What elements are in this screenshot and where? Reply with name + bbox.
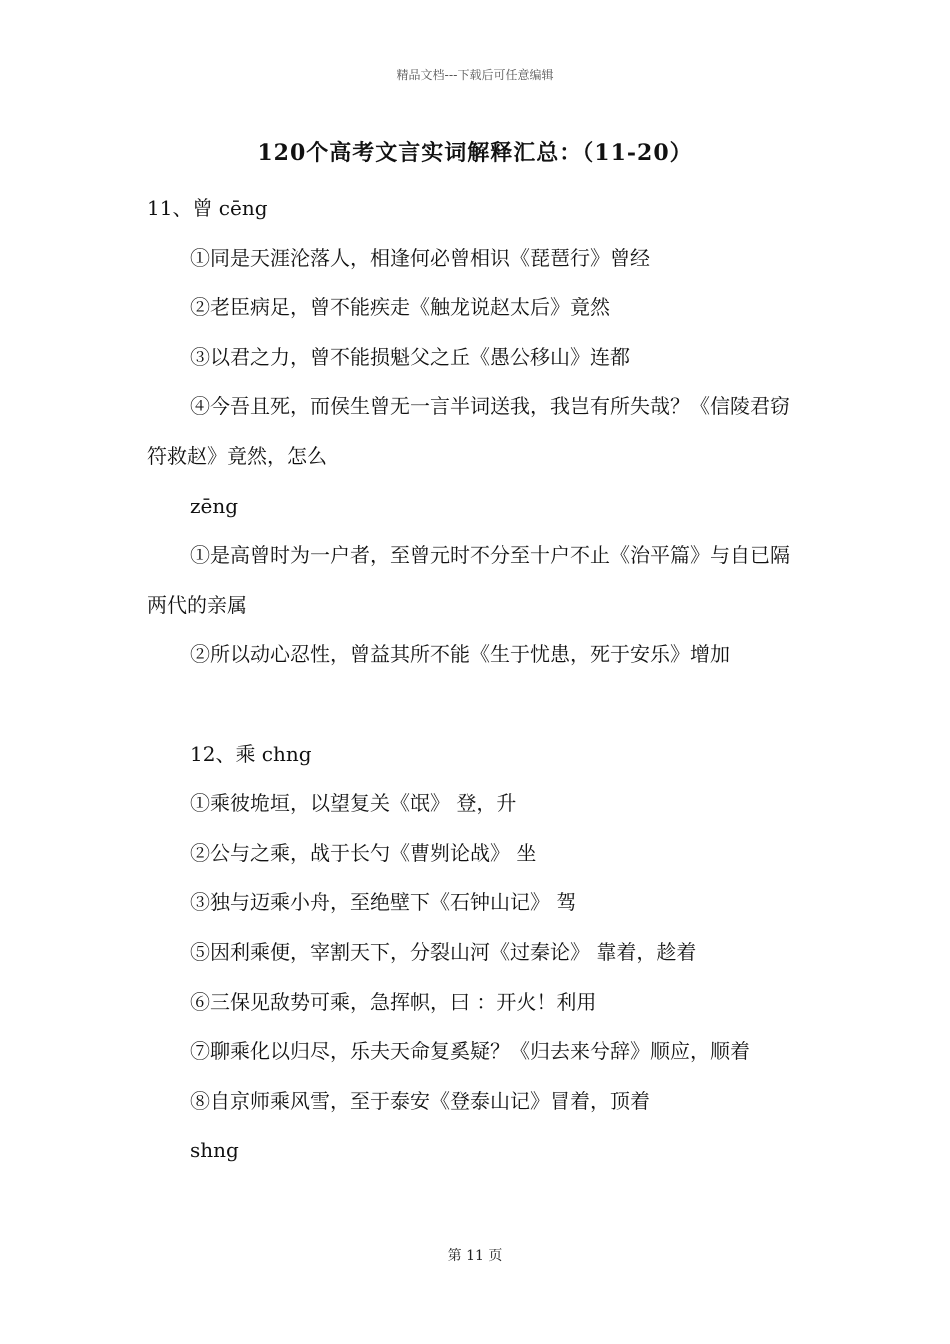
example-line: ③以君之力，曾不能损魁父之丘《愚公移山》连都 <box>190 344 630 369</box>
example-line: ②所以动心忍性，曾益其所不能《生于忧患，死于安乐》增加 <box>190 642 730 667</box>
example-line: ②老臣病足，曾不能疾走《触龙说赵太后》竟然 <box>190 295 610 320</box>
example-line: ⑤因利乘便，宰割天下，分裂山河《过秦论》 靠着，趁着 <box>190 939 697 964</box>
entry-heading-11: 11、曾 cēng <box>147 196 268 220</box>
example-line: ④今吾且死，而侯生曾无一言半词送我，我岂有所失哉？《信陵君窃符救赵》竟然，怎么 <box>147 394 790 468</box>
example-line: ①是高曾时为一户者，至曾元时不分至十户不止《治平篇》与自已隔两代的亲属 <box>147 543 790 617</box>
document-title: 120个高考文言实词解释汇总：（11-20） <box>257 140 693 166</box>
example-line: ③独与迈乘小舟，至绝壁下《石钟山记》 驾 <box>190 890 577 915</box>
pronunciation-line: zēng <box>190 493 239 518</box>
blank-line <box>147 680 809 730</box>
example-line: ⑦聊乘化以归尽，乐夫天命复奚疑？《归去来兮辞》顺应，顺着 <box>190 1039 750 1064</box>
example-line: ②公与之乘，战于长勺《曹刿论战》 坐 <box>190 840 537 865</box>
header-watermark: 精品文档---下载后可任意编辑 <box>396 68 554 82</box>
page-number: 第 11 页 <box>447 1248 503 1264</box>
pronunciation-line: shng <box>190 1138 239 1163</box>
example-line: ①乘彼垝垣，以望复关《氓》 登，升 <box>190 791 517 816</box>
example-line: ⑥三保见敌势可乘，急挥帜，曰 ：开火！利用 <box>190 989 597 1014</box>
example-line: ⑧自京师乘风雪，至于泰安《登泰山记》冒着，顶着 <box>190 1088 650 1113</box>
document-body <box>147 184 809 1176</box>
example-line: ①同是天涯沦落人，相逢何必曾相识《琵琶行》曾经 <box>190 245 650 270</box>
entry-heading-12: 12、乘 chng <box>190 741 312 766</box>
